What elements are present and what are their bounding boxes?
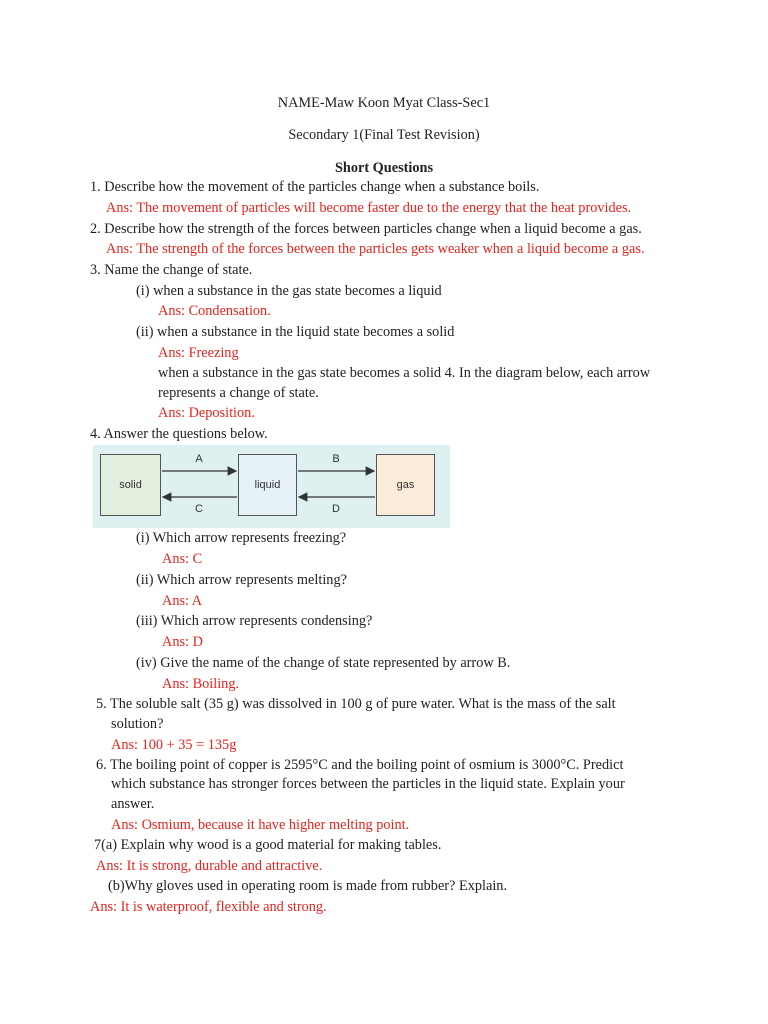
q3-question: 3. Name the change of state. xyxy=(90,262,253,278)
page-subtitle: Secondary 1(Final Test Revision) xyxy=(288,127,480,143)
q7-answer-b: Ans: It is waterproof, flexible and strong. xyxy=(90,899,327,915)
arrow-a-label: A xyxy=(195,453,203,465)
arrow-b-label: B xyxy=(332,453,340,465)
q2-question: 2. Describe how the strength of the forces between particles change when a liquid become a gas. xyxy=(90,221,642,237)
q7-part-b: (b)Why gloves used in operating room is made from rubber? Explain. xyxy=(108,878,508,894)
q4-answer-iii: Ans: D xyxy=(162,634,203,650)
q7-answer-a: Ans: It is strong, durable and attractive. xyxy=(96,858,323,874)
q4-answer-iv: Ans: Boiling. xyxy=(162,676,240,692)
q6-line2: which substance has stronger forces between the particles in the liquid state. Explain your xyxy=(111,776,625,792)
change-of-state-diagram xyxy=(93,445,450,528)
q1-question: 1. Describe how the movement of the particles change when a substance boils. xyxy=(90,179,540,195)
q6-answer: Ans: Osmium, because it have higher melting point. xyxy=(111,817,410,833)
q4-part-ii: (ii) Which arrow represents melting? xyxy=(136,572,347,588)
q2-answer: Ans: The strength of the forces between the particles gets weaker when a liquid become a gas. xyxy=(106,241,645,257)
liquid-box: liquid xyxy=(238,454,297,516)
q3-part-ii: (ii) when a substance in the liquid state becomes a solid xyxy=(136,324,455,340)
gas-box: gas xyxy=(376,454,435,516)
q4-question: 4. Answer the questions below. xyxy=(90,426,268,442)
q3-part-iii-line2: represents a change of state. xyxy=(158,385,319,401)
solid-box: solid xyxy=(100,454,161,516)
q3-part-i: (i) when a substance in the gas state becomes a liquid xyxy=(136,283,442,299)
q5-line2: solution? xyxy=(111,716,164,732)
q5-line1: 5. The soluble salt (35 g) was dissolved in 100 g of pure water. What is the mass of the salt xyxy=(96,696,616,712)
arrow-d-label: D xyxy=(332,503,340,515)
q4-part-iv: (iv) Give the name of the change of state represented by arrow B. xyxy=(136,655,511,671)
q7-part-a: 7(a) Explain why wood is a good material for making tables. xyxy=(94,837,442,853)
q1-answer: Ans: The movement of particles will become faster due to the energy that the heat provides. xyxy=(106,200,632,216)
section-heading: Short Questions xyxy=(334,160,434,176)
q3-answer-ii: Ans: Freezing xyxy=(158,345,239,361)
arrow-c-label: C xyxy=(195,503,203,515)
name-class-line: NAME-Maw Koon Myat Class-Sec1 xyxy=(277,95,491,111)
q4-answer-ii: Ans: A xyxy=(162,593,203,609)
q4-answer-i: Ans: C xyxy=(162,551,203,567)
q5-answer: Ans: 100 + 35 = 135g xyxy=(111,737,237,753)
q3-answer-i: Ans: Condensation. xyxy=(158,303,271,319)
q6-line3: answer. xyxy=(111,796,155,812)
q3-part-iii-line1: when a substance in the gas state becomes a solid 4. In the diagram below, each arrow xyxy=(158,365,651,381)
q4-part-i: (i) Which arrow represents freezing? xyxy=(136,530,347,546)
q6-line1: 6. The boiling point of copper is 2595°C and the boiling point of osmium is 3000°C. Predict xyxy=(96,757,624,773)
q3-answer-iii: Ans: Deposition. xyxy=(158,405,255,421)
q4-part-iii: (iii) Which arrow represents condensing? xyxy=(136,613,373,629)
